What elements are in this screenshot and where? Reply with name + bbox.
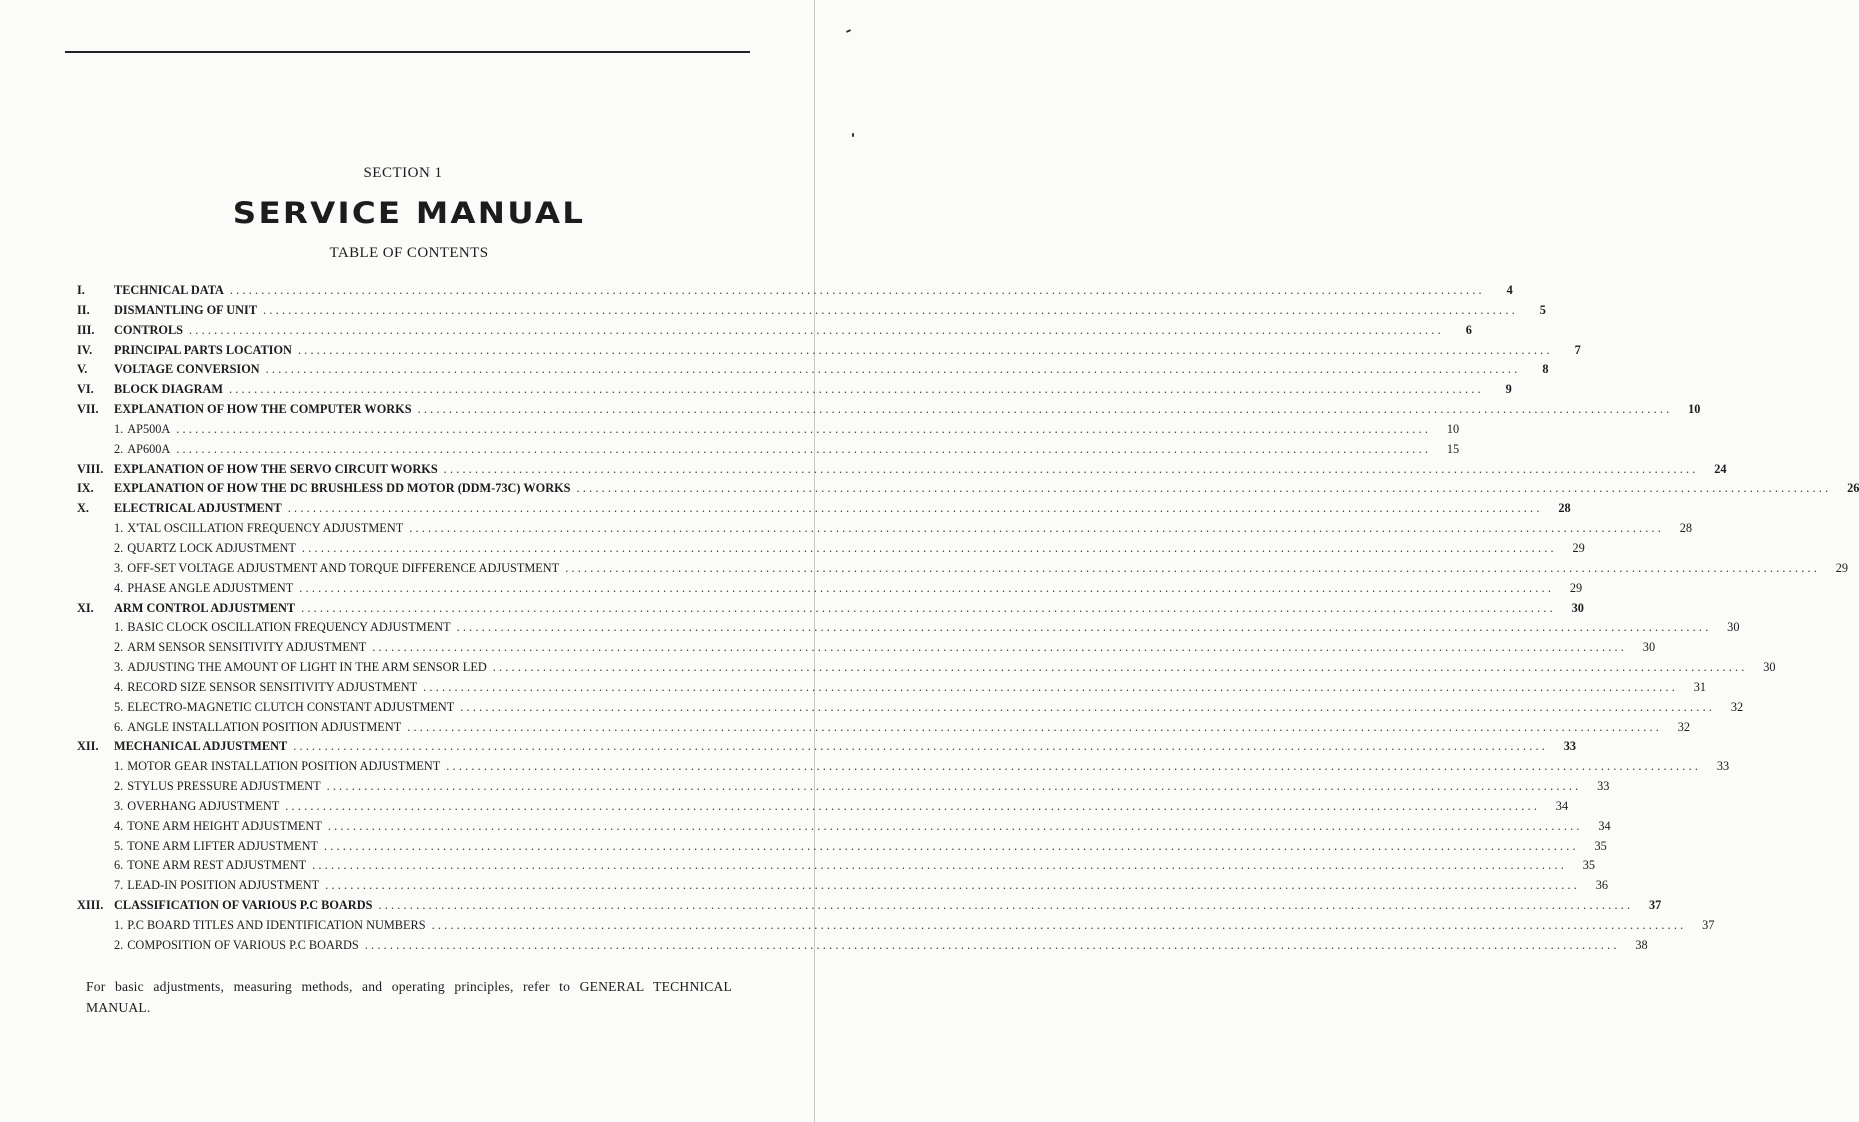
toc-subsection-entry — [77, 620, 1740, 640]
toc-entry-number: III. — [77, 322, 95, 337]
toc-section-entry — [77, 342, 1581, 363]
toc-entry-title: EXPLANATION OF HOW THE COMPUTER WORKS — [114, 402, 412, 417]
toc-entry-title — [114, 581, 293, 596]
dot-leader: ........................................................................................................................................................................................................ — [189, 322, 1444, 337]
toc-page-number: 33 — [1597, 779, 1610, 794]
dot-leader: ........................................................................................................................................................................................................ — [446, 759, 1702, 774]
scan-mark — [846, 29, 851, 33]
toc-entry-title — [114, 541, 296, 556]
toc-subentry-title-text: TONE ARM LIFTER ADJUSTMENT — [127, 838, 318, 853]
toc-page-number: 10 — [1688, 402, 1701, 417]
toc-entry-title — [114, 640, 366, 655]
toc-subentry-title-text: AP500A — [127, 421, 171, 436]
toc-entry-number: V. — [77, 362, 88, 377]
toc-subsection-entry — [77, 580, 1583, 601]
toc-subentry-number: 4. — [114, 580, 124, 595]
toc-subsection-entry — [77, 838, 1607, 859]
toc-page-number: 24 — [1714, 461, 1727, 476]
toc-subsection-entry — [77, 858, 1595, 878]
toc-entry-number: IX. — [77, 481, 94, 496]
toc-heading: TABLE OF CONTENTS — [329, 245, 489, 261]
toc-subsection-entry — [77, 759, 1730, 779]
toc-entry-number: II. — [77, 302, 90, 317]
toc-entry-number: IV. — [77, 342, 93, 357]
toc-page-number: 32 — [1730, 699, 1744, 714]
toc-section-entry — [77, 898, 1662, 918]
dot-leader: ........................................................................................................................................................................................................ — [417, 402, 1673, 417]
toc-page-number: 6 — [1465, 322, 1472, 337]
toc-subentry-number: 5. — [114, 699, 124, 714]
toc-entry-title — [114, 561, 559, 576]
toc-subentry-title-text: MOTOR GEAR INSTALLATION POSITION ADJUSTMENT — [127, 759, 441, 774]
dot-leader: ........................................................................................................................................................................................................ — [423, 679, 1678, 694]
toc-page-number: 15 — [1446, 441, 1460, 456]
toc-subentry-title-text: OFF-SET VOLTAGE ADJUSTMENT AND TORQUE DIFFERENCE ADJUSTMENT — [127, 560, 560, 575]
toc-page-number: 7 — [1574, 342, 1581, 357]
toc-subentry-title-text: X'TAL OSCILLATION FREQUENCY ADJUSTMENT — [127, 521, 404, 536]
toc-subsection-entry — [77, 441, 1460, 462]
toc-subsection-entry — [77, 699, 1744, 720]
dot-leader: ........................................................................................................................................................................................................ — [378, 898, 1634, 913]
toc-entry-title — [114, 680, 417, 695]
toc-page-number: 29 — [1835, 560, 1849, 575]
dot-leader: ........................................................................................................................................................................................................ — [312, 858, 1567, 873]
toc-subentry-title-text: P.C BOARD TITLES AND IDENTIFICATION NUMBERS — [127, 918, 426, 932]
dot-leader: ........................................................................................................................................................................................................ — [323, 838, 1579, 853]
toc-subentry-number: 5. — [114, 838, 124, 853]
toc-page-number: 33 — [1563, 739, 1577, 754]
toc-section-entry — [77, 283, 1513, 303]
scan-mark — [852, 133, 854, 137]
dot-leader: ........................................................................................................................................................................................................ — [431, 918, 1687, 932]
toc-page-number: 26 — [1847, 481, 1859, 496]
toc-entry-title: EXPLANATION OF HOW THE DC BRUSHLESS DD MOTOR (DDM-73C) WORKS — [114, 481, 571, 496]
toc-subentry-title-text: COMPOSITION OF VARIOUS P.C BOARDS — [127, 937, 359, 952]
toc-entry-title — [114, 938, 359, 953]
toc-subsection-entry — [77, 918, 1715, 938]
toc-entry-title: PRINCIPAL PARTS LOCATION — [114, 342, 292, 357]
dot-leader: ........................................................................................................................................................................................................ — [176, 441, 1432, 456]
toc-entry-title — [114, 878, 319, 893]
page-title: SERVICE MANUAL — [232, 196, 586, 230]
toc-page-number: 10 — [1446, 421, 1460, 436]
toc-subsection-entry — [77, 937, 1648, 958]
toc-page-number: 29 — [1572, 540, 1585, 555]
toc-subentry-number: 4. — [114, 818, 124, 833]
dot-leader: ........................................................................................................................................................................................................ — [229, 283, 1485, 297]
toc-entry-title — [114, 720, 401, 735]
toc-section-entry — [77, 382, 1512, 402]
toc-subentry-number: 7. — [114, 878, 124, 893]
dot-leader: ........................................................................................................................................................................................................ — [456, 620, 1712, 635]
toc-page-number: 37 — [1648, 898, 1662, 913]
toc-page-number: 31 — [1693, 679, 1706, 694]
toc-entry-title: CLASSIFICATION OF VARIOUS P.C BOARDS — [114, 898, 373, 913]
toc-entry-title: ARM CONTROL ADJUSTMENT — [114, 600, 296, 615]
dot-leader: ........................................................................................................................................................................................................ — [176, 421, 1432, 436]
toc-page-number: 36 — [1595, 878, 1609, 893]
toc-page-number: 35 — [1594, 838, 1607, 853]
dot-leader: ........................................................................................................................................................................................................ — [297, 342, 1553, 357]
dot-leader: ........................................................................................................................................................................................................ — [287, 501, 1543, 516]
toc-entry-number: I. — [77, 283, 85, 297]
toc-section-entry — [77, 402, 1701, 422]
toc-subentry-number: 6. — [114, 719, 124, 734]
toc-section-entry — [77, 501, 1571, 521]
toc-subentry-title-text: OVERHANG ADJUSTMENT — [127, 798, 280, 813]
toc-section-entry — [77, 461, 1727, 482]
toc-page-number: 29 — [1569, 580, 1583, 595]
toc-entry-title — [114, 759, 440, 774]
toc-subsection-entry — [77, 660, 1776, 680]
toc-subentry-title-text: QUARTZ LOCK ADJUSTMENT — [127, 540, 296, 555]
toc-page-number: 38 — [1635, 937, 1648, 952]
toc-entry-title — [114, 799, 279, 814]
toc-subentry-number: 3. — [114, 560, 124, 575]
toc-subentry-title-text: TONE ARM HEIGHT ADJUSTMENT — [127, 818, 322, 833]
toc-subentry-title-text: BASIC CLOCK OSCILLATION FREQUENCY ADJUSTMENT — [127, 620, 451, 635]
toc-subsection-entry — [77, 560, 1849, 581]
section-label: SECTION 1 — [363, 165, 443, 181]
toc-section-entry — [77, 739, 1577, 759]
toc-page-number: 32 — [1677, 719, 1691, 734]
toc-subentry-title-text: ADJUSTING THE AMOUNT OF LIGHT IN THE ARM SENSOR LED — [127, 660, 487, 675]
toc-subentry-title-text: STYLUS PRESSURE ADJUSTMENT — [127, 779, 321, 794]
toc-subsection-entry — [77, 521, 1693, 541]
toc-entry-number: X. — [77, 501, 89, 516]
dot-leader: ........................................................................................................................................................................................................ — [301, 600, 1556, 615]
footnote: For basic adjustments, measuring methods, and operating principles, refer to GENERAL TECHNICAL MANUAL. — [86, 979, 732, 1015]
dot-leader: ........................................................................................................................................................................................................ — [565, 560, 1821, 575]
toc-page-number: 4 — [1506, 283, 1513, 297]
toc-subentry-number: 3. — [114, 798, 124, 813]
toc-entry-number: XI. — [77, 600, 94, 615]
toc-page-number: 30 — [1763, 660, 1776, 675]
toc-subentry-title-text: RECORD SIZE SENSOR SENSITIVITY ADJUSTMENT — [127, 679, 418, 694]
dot-leader: ........................................................................................................................................................................................................ — [301, 540, 1557, 555]
toc-entry-title: CONTROLS — [114, 322, 184, 337]
dot-leader: ........................................................................................................................................................................................................ — [285, 798, 1541, 813]
toc-entry-title — [114, 858, 306, 873]
toc-entry-title: VOLTAGE CONVERSION — [114, 362, 260, 377]
dot-leader: ........................................................................................................................................................................................................ — [576, 481, 1832, 496]
toc-subentry-number: 2. — [114, 640, 124, 655]
dot-leader: ........................................................................................................................................................................................................ — [372, 640, 1628, 655]
toc-entry-title: MECHANICAL ADJUSTMENT — [114, 739, 288, 754]
toc-entry-number: VII. — [77, 402, 99, 417]
toc-section-entry — [77, 481, 1859, 501]
toc-entry-title — [114, 839, 318, 854]
toc-entry-title: EXPLANATION OF HOW THE SERVO CIRCUIT WORKS — [114, 461, 438, 476]
toc-entry-title — [114, 521, 403, 536]
toc-subentry-number: 2. — [114, 540, 124, 555]
toc-entry-number: VI. — [77, 382, 94, 397]
toc-page-number: 30 — [1727, 620, 1740, 635]
toc-subentry-number: 2. — [114, 779, 124, 794]
toc-page-number: 30 — [1571, 600, 1584, 615]
toc-subentry-number: 1. — [114, 421, 124, 436]
toc-subentry-number: 1. — [114, 918, 124, 932]
toc-subentry-title-text: ANGLE INSTALLATION POSITION ADJUSTMENT — [127, 719, 402, 734]
toc-entry-title: BLOCK DIAGRAM — [114, 382, 223, 397]
toc-entry-title: ELECTRICAL ADJUSTMENT — [114, 501, 282, 516]
toc-page-number: 37 — [1702, 918, 1715, 932]
toc-entry-number: XII. — [77, 739, 99, 754]
toc-page-number: 9 — [1505, 382, 1512, 397]
toc-entry-title — [114, 819, 322, 834]
dot-leader: ........................................................................................................................................................................................................ — [263, 302, 1518, 317]
toc-page-number: 33 — [1716, 759, 1730, 774]
dot-leader: ........................................................................................................................................................................................................ — [492, 660, 1748, 675]
toc-subentry-number: 1. — [114, 620, 124, 635]
toc-page-number: 28 — [1679, 521, 1693, 536]
toc-page-number: 34 — [1598, 818, 1611, 833]
toc-page-number: 30 — [1642, 640, 1656, 655]
dot-leader: ........................................................................................................................................................................................................ — [409, 521, 1665, 536]
dot-leader: ........................................................................................................................................................................................................ — [460, 699, 1716, 714]
toc-subentry-number: 1. — [114, 521, 124, 536]
toc-subsection-entry — [77, 798, 1569, 819]
toc-subentry-title-text: ARM SENSOR SENSITIVITY ADJUSTMENT — [127, 640, 367, 655]
toc-page-number: 5 — [1539, 302, 1546, 317]
toc-page-number: 35 — [1582, 858, 1595, 873]
toc-page-number: 34 — [1555, 798, 1569, 813]
toc-subsection-entry — [77, 818, 1611, 839]
toc-subsection-entry — [77, 421, 1460, 442]
toc-subsection-entry — [77, 679, 1706, 700]
dot-leader: ........................................................................................................................................................................................................ — [299, 580, 1555, 595]
toc-entry-title — [114, 422, 170, 437]
toc-subsection-entry — [77, 719, 1691, 740]
toc-subentry-title-text: AP600A — [127, 441, 171, 456]
toc-entry-title: TECHNICAL DATA — [114, 283, 224, 297]
top-rule — [65, 51, 750, 53]
toc-entry-title — [114, 779, 321, 794]
toc-page-number: 28 — [1558, 501, 1571, 516]
dot-leader: ........................................................................................................................................................................................................ — [293, 739, 1549, 754]
toc-subentry-number: 6. — [114, 858, 124, 873]
toc-subentry-number: 4. — [114, 679, 124, 694]
toc-subentry-title-text: PHASE ANGLE ADJUSTMENT — [127, 580, 294, 595]
toc-subentry-number: 2. — [114, 441, 124, 456]
toc-subentry-title-text: TONE ARM REST ADJUSTMENT — [127, 858, 307, 873]
dot-leader: ........................................................................................................................................................................................................ — [364, 937, 1620, 952]
toc-subentry-title-text: ELECTRO-MAGNETIC CLUTCH CONSTANT ADJUSTMENT — [127, 699, 455, 714]
dot-leader: ........................................................................................................................................................................................................ — [407, 719, 1663, 734]
dot-leader: ........................................................................................................................................................................................................ — [443, 461, 1699, 476]
toc-entry-title: DISMANTLING OF UNIT — [114, 302, 258, 317]
toc-subsection-entry — [77, 640, 1656, 660]
toc-entry-title — [114, 442, 170, 457]
toc-subentry-number: 2. — [114, 937, 124, 952]
dot-leader: ........................................................................................................................................................................................................ — [265, 362, 1521, 377]
toc-section-entry — [77, 600, 1584, 621]
toc-subsection-entry — [77, 540, 1585, 561]
toc-subsection-entry — [77, 779, 1610, 799]
dot-leader: ........................................................................................................................................................................................................ — [325, 878, 1581, 893]
toc-subsection-entry — [77, 878, 1609, 898]
dot-leader: ........................................................................................................................................................................................................ — [327, 818, 1583, 833]
toc-subentry-number: 3. — [114, 660, 124, 675]
toc-section-entry — [77, 322, 1472, 343]
toc-entry-number: VIII. — [77, 461, 104, 476]
dot-leader: ........................................................................................................................................................................................................ — [326, 779, 1582, 794]
toc-section-entry — [77, 302, 1546, 323]
toc-subentry-title-text: LEAD-IN POSITION ADJUSTMENT — [127, 878, 320, 893]
toc-entry-number: XIII. — [77, 898, 104, 913]
toc-entry-title — [114, 660, 487, 675]
toc-entry-title — [114, 918, 426, 933]
toc-entry-title — [114, 620, 451, 635]
toc-page-number: 8 — [1542, 362, 1549, 377]
toc-subentry-number: 1. — [114, 759, 124, 774]
toc-section-entry — [77, 362, 1549, 382]
table-of-contents — [77, 283, 1859, 958]
dot-leader: ........................................................................................................................................................................................................ — [228, 382, 1484, 397]
toc-entry-title — [114, 700, 454, 715]
